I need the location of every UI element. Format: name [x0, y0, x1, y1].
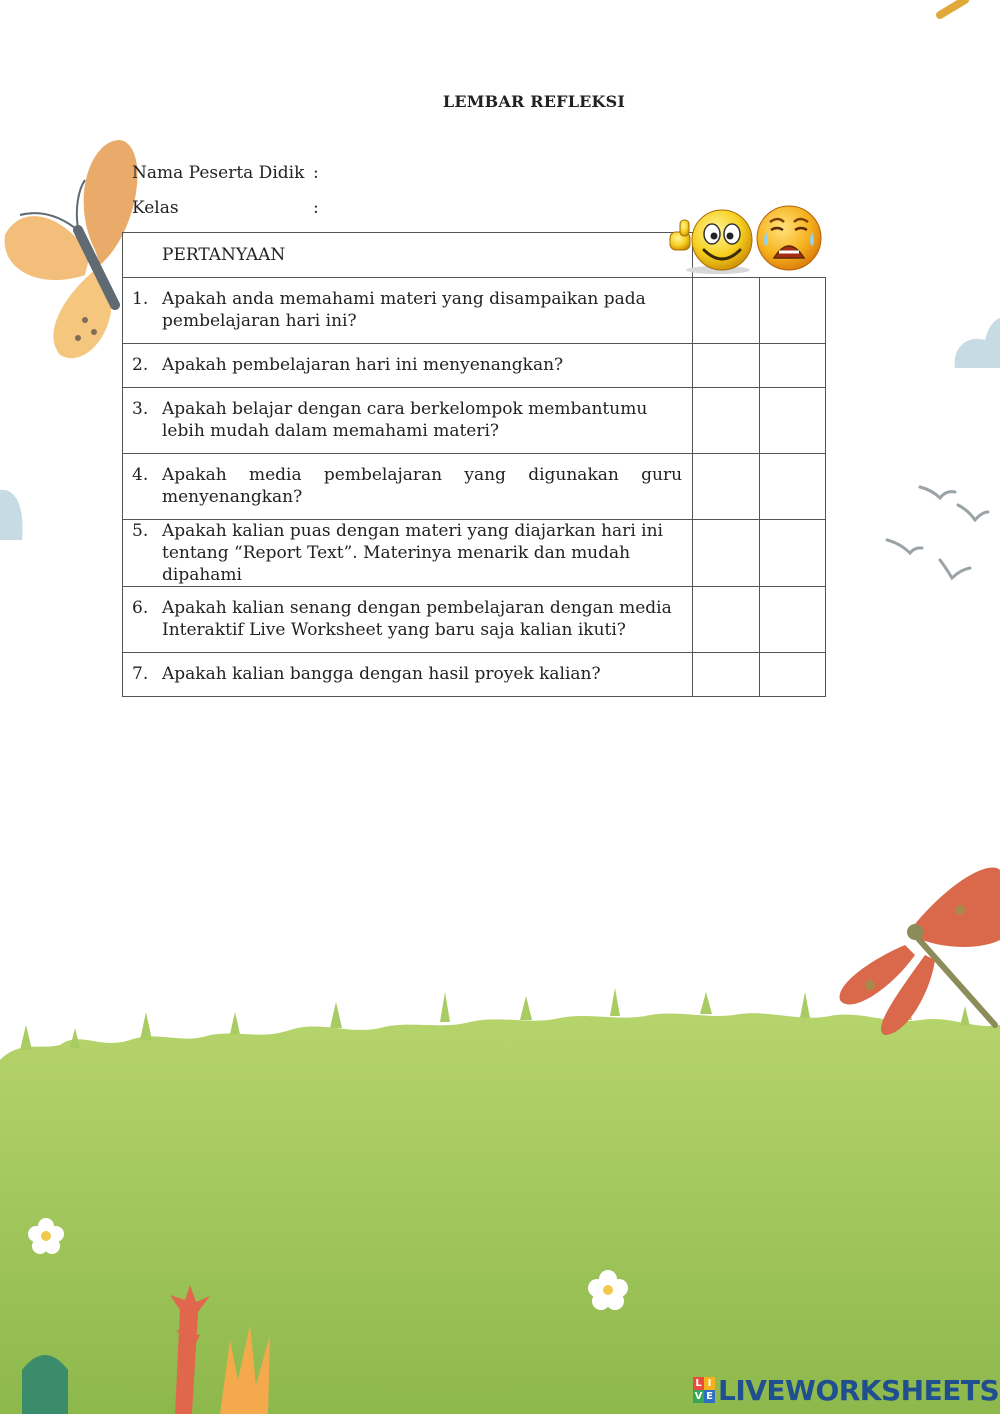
- table-row: [123, 586, 826, 652]
- sad-answer-box[interactable]: [759, 453, 826, 519]
- thumbs-up-smiley-icon: [668, 204, 758, 276]
- crying-face-icon: [754, 202, 824, 274]
- question-number: 4.: [132, 465, 149, 485]
- liveworksheets-mark-icon: [693, 1377, 715, 1403]
- cloud-icon: [955, 318, 1000, 368]
- sad-answer-box[interactable]: [759, 519, 826, 586]
- sad-answer-box[interactable]: [759, 387, 826, 453]
- logo-mark-letter: E: [704, 1390, 715, 1403]
- table-row: [123, 652, 826, 696]
- question-text: Apakah media pembelajaran yang digunakan guru menyenangkan?: [162, 465, 683, 507]
- logo-mark-letter: V: [694, 1391, 703, 1402]
- dragonfly-icon: [840, 868, 1000, 1036]
- question-number: 7.: [132, 664, 149, 684]
- sad-answer-box[interactable]: [759, 586, 826, 652]
- question-text: Apakah kalian puas dengan materi yang diajarkan hari ini tentang “Report Text”. Materinya menarik dan mudah dipahami: [162, 520, 663, 585]
- happy-answer-box[interactable]: [693, 652, 759, 696]
- table-row: [123, 343, 826, 387]
- student-name-colon: :: [313, 163, 319, 183]
- table-row: [123, 387, 826, 453]
- sad-answer-box[interactable]: [759, 652, 826, 696]
- happy-answer-box[interactable]: [693, 519, 759, 586]
- twig-icon: [940, 0, 965, 15]
- happy-answer-box[interactable]: [693, 343, 759, 387]
- sad-answer-box[interactable]: [759, 343, 826, 387]
- cactus-icon: [22, 1355, 68, 1414]
- reflection-table: [122, 232, 826, 697]
- table-row: [123, 277, 826, 343]
- birds-icon: [887, 487, 988, 578]
- butterfly-icon: [5, 140, 138, 358]
- logo-text: LIVEWORKSHEETS: [718, 1373, 1000, 1407]
- question-number: 3.: [132, 399, 149, 419]
- question-number: 6.: [132, 598, 149, 618]
- question-text: Apakah kalian bangga dengan hasil proyek kalian?: [162, 664, 601, 684]
- question-number: 5.: [132, 520, 149, 541]
- table-row: [123, 519, 826, 586]
- sad-answer-box[interactable]: [759, 277, 826, 343]
- question-text: Apakah pembelajaran hari ini menyenangkan?: [162, 355, 564, 375]
- question-text: Apakah belajar dengan cara berkelompok membantumu lebih mudah dalam memahami materi?: [162, 399, 648, 441]
- logo-mark-letter: I: [704, 1377, 715, 1390]
- happy-answer-box[interactable]: [693, 277, 759, 343]
- grass-field: [0, 988, 1000, 1414]
- class-label: Kelas: [132, 198, 179, 218]
- cloud-icon: [0, 490, 23, 540]
- happy-answer-box[interactable]: [693, 387, 759, 453]
- happy-answer-box[interactable]: [693, 453, 759, 519]
- question-number: 1.: [132, 289, 149, 309]
- document-title: LEMBAR REFLEKSI: [442, 92, 626, 111]
- table-row: [123, 453, 826, 519]
- student-name-label: Nama Peserta Didik: [132, 163, 305, 183]
- happy-answer-box[interactable]: [693, 586, 759, 652]
- logo-mark-letter: L: [693, 1377, 704, 1390]
- question-number: 2.: [132, 355, 149, 375]
- question-text: Apakah kalian senang dengan pembelajaran dengan media Interaktif Live Worksheet yang baru saja kalian ikuti?: [162, 598, 672, 640]
- questions-header: PERTANYAAN: [123, 233, 693, 278]
- class-colon: :: [313, 198, 319, 218]
- question-text: Apakah anda memahami materi yang disampaikan pada pembelajaran hari ini?: [162, 289, 646, 331]
- liveworksheets-logo: [693, 1374, 999, 1406]
